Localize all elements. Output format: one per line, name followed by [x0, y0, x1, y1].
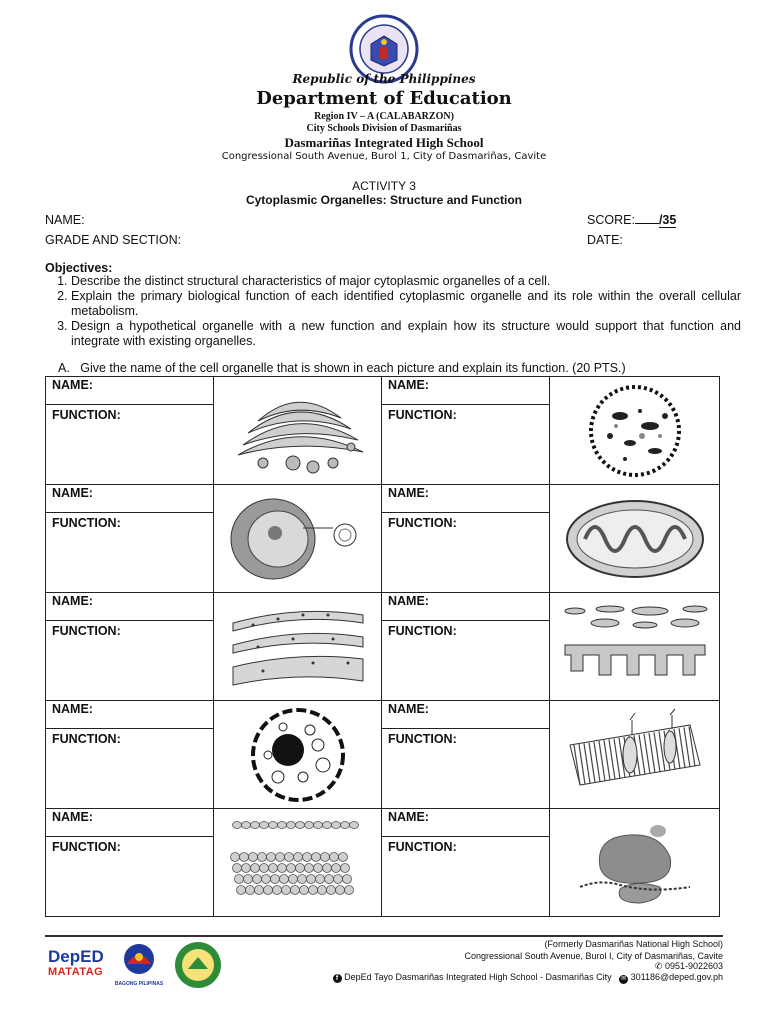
picture-cell — [214, 377, 382, 485]
footer-phone: ✆ 0951-9022603 — [654, 961, 723, 971]
name-label: NAME: — [382, 701, 549, 729]
picture-cell — [550, 377, 720, 485]
school-name: Dasmariñas Integrated High School — [284, 135, 484, 150]
lysosome-picture-icon — [550, 377, 719, 484]
function-label: FUNCTION: — [52, 408, 121, 422]
grade-section-label: GRADE AND SECTION: — [45, 233, 182, 247]
objectives-list — [45, 274, 741, 349]
answer-cell[interactable] — [46, 593, 214, 701]
table-row — [46, 809, 720, 917]
name-label: NAME: — [382, 593, 549, 621]
function-label: FUNCTION: — [388, 840, 457, 854]
score-field — [587, 213, 676, 227]
picture-cell — [214, 701, 382, 809]
school-address: Congressional South Avenue, Burol 1, City of Dasmariñas, Cavite — [221, 151, 547, 162]
division-text: City Schools Division of Dasmariñas — [306, 123, 462, 134]
golgi-apparatus-picture-icon — [214, 377, 381, 484]
ribosome-chains-picture-icon — [214, 809, 381, 916]
name-label: NAME: — [382, 377, 549, 405]
objective-item: 1. Describe the distinct structural characteristics of major cytoplasmic organelles of a cell. — [71, 274, 741, 289]
picture-cell — [550, 809, 720, 917]
ribosome-picture-icon — [550, 809, 719, 916]
smooth-endoplasmic-reticulum-picture-icon — [550, 593, 719, 700]
picture-cell — [214, 809, 382, 917]
name-field-label: NAME: — [45, 213, 85, 227]
activity-title: Cytoplasmic Organelles: Structure and Function — [245, 193, 523, 207]
part-a-instruction: A. Give the name of the cell organelle that is shown in each picture and explain its function. (20 PTS.) — [58, 361, 626, 375]
table-row — [46, 593, 720, 701]
score-blank — [635, 223, 659, 224]
footer-contacts — [333, 972, 723, 984]
facebook-page-link[interactable]: DepEd Tayo Dasmariñas Integrated High School - Dasmariñas City — [344, 972, 612, 982]
name-label: NAME: — [46, 377, 213, 405]
phone-icon: ✆ — [654, 961, 665, 971]
name-label: NAME: — [46, 701, 213, 729]
objective-item: 2. Explain the primary biological function of each identified cytoplasmic organelle and its role within the overall cellular metabolism. — [71, 289, 741, 319]
table-row — [46, 701, 720, 809]
answer-cell[interactable] — [382, 701, 550, 809]
score-label: SCORE: — [587, 213, 635, 227]
name-label: NAME: — [46, 485, 213, 513]
name-label: NAME: — [382, 809, 549, 837]
picture-cell — [214, 593, 382, 701]
activity-number: ACTIVITY 3 — [352, 179, 416, 193]
picture-cell — [550, 593, 720, 701]
cell-membrane-picture-icon — [550, 701, 719, 808]
picture-cell — [214, 485, 382, 593]
name-label: NAME: — [46, 809, 213, 837]
function-label: FUNCTION: — [388, 408, 457, 422]
facebook-icon: f — [333, 974, 342, 983]
function-label: FUNCTION: — [388, 732, 457, 746]
answer-cell[interactable] — [382, 809, 550, 917]
date-field-label: DATE: — [587, 233, 623, 247]
answer-cell[interactable] — [46, 809, 214, 917]
department-heading: Department of Education — [256, 88, 512, 109]
answer-cell[interactable] — [46, 485, 214, 593]
score-total: /35 — [658, 213, 677, 227]
email-icon: ✉ — [621, 976, 627, 982]
objectives-heading: Objectives: — [45, 261, 113, 275]
name-label: NAME: — [382, 485, 549, 513]
cell-with-vacuole-picture-icon — [214, 485, 381, 592]
rough-endoplasmic-reticulum-picture-icon — [214, 593, 381, 700]
footer-formerly: (Formerly Dasmariñas National High School) — [544, 939, 723, 949]
function-label: FUNCTION: — [388, 516, 457, 530]
function-label: FUNCTION: — [52, 840, 121, 854]
deped-matatag-logo: DepED MATATAG — [48, 947, 104, 978]
footer-address: Congressional South Avenue, Burol I, City of Dasmariñas, Cavite — [464, 951, 723, 961]
answer-cell[interactable] — [382, 485, 550, 593]
answer-cell[interactable] — [382, 377, 550, 485]
picture-cell — [550, 701, 720, 809]
table-row — [46, 377, 720, 485]
answer-cell[interactable] — [46, 377, 214, 485]
function-label: FUNCTION: — [52, 732, 121, 746]
region-text: Region IV – A (CALABARZON) — [314, 111, 454, 122]
footer-divider — [45, 935, 723, 937]
picture-cell — [550, 485, 720, 593]
function-label: FUNCTION: — [52, 516, 121, 530]
nucleus-picture-icon — [214, 701, 381, 808]
answer-cell[interactable] — [382, 593, 550, 701]
table-row — [46, 485, 720, 593]
bagong-pilipinas-logo: BAGONG PILIPINAS — [113, 942, 165, 988]
name-label: NAME: — [46, 593, 213, 621]
function-label: FUNCTION: — [52, 624, 121, 638]
mitochondrion-picture-icon — [550, 485, 719, 592]
answer-cell[interactable] — [46, 701, 214, 809]
objective-item: 3. Design a hypothetical organelle with a new function and explain how its structure would support that function and integrate with existing organelles. — [71, 319, 741, 349]
email-link[interactable]: 301186@deped.gov.ph — [630, 972, 723, 982]
school-seal-logo — [173, 940, 223, 995]
organelle-table — [45, 376, 720, 917]
republic-heading: Republic of the Philippines — [292, 72, 476, 86]
function-label: FUNCTION: — [388, 624, 457, 638]
